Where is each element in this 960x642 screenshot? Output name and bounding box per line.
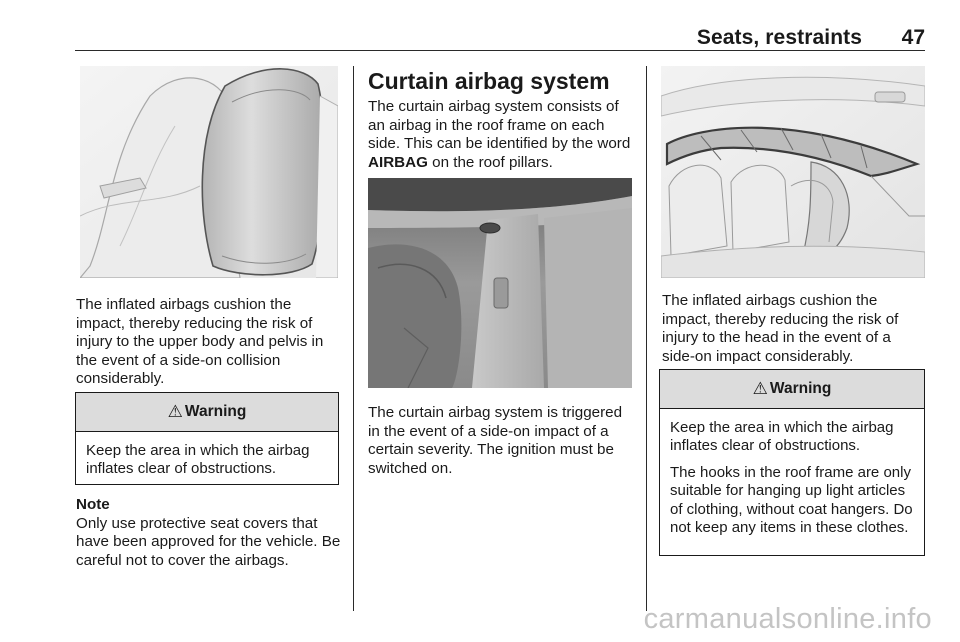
watermark: carmanualsonline.info bbox=[643, 603, 932, 635]
right-warning-title: Warning bbox=[769, 380, 832, 397]
column-divider-right bbox=[646, 66, 647, 611]
left-warning-box bbox=[75, 392, 339, 485]
note-text: Only use protective seat covers that have been approved for the vehicle. Be careful not to cover the airbags. bbox=[76, 514, 341, 569]
curtain-intro-paragraph bbox=[368, 98, 636, 172]
left-paragraph: The inflated airbags cushion the impact, thereby reducing the risk of injury to the upper body and pelvis in the event of a side-on collision considerably. bbox=[76, 296, 324, 388]
page-number: 47 bbox=[901, 26, 925, 49]
section-heading: Curtain airbag system bbox=[368, 68, 610, 94]
column-divider-left bbox=[353, 66, 354, 611]
left-warning-title: Warning bbox=[184, 403, 247, 420]
section-title: Seats, restraints bbox=[696, 26, 862, 49]
right-warning-text-1: Keep the area in which the airbag inflates clear of obstructions. bbox=[670, 419, 894, 455]
left-warning-header bbox=[76, 393, 338, 432]
airbag-word: AIRBAG bbox=[368, 153, 428, 171]
curtain-airbag-illustration bbox=[661, 66, 925, 278]
roof-pillar-photo bbox=[368, 178, 632, 388]
note-label: Note bbox=[76, 496, 110, 513]
right-warning-header bbox=[660, 370, 924, 409]
warning-triangle-icon: ⚠ bbox=[752, 379, 768, 398]
left-warning-text: Keep the area in which the airbag inflates clear of obstructions. bbox=[86, 442, 310, 478]
note-block bbox=[76, 496, 344, 570]
right-warning-text-2: The hooks in the roof frame are only suitable for hanging up light articles of clothing, without coat hangers. Do not keep any items in these clothes. bbox=[670, 463, 913, 537]
side-airbag-illustration bbox=[80, 66, 338, 278]
right-warning-box bbox=[659, 369, 925, 556]
curtain-trigger-paragraph: The curtain airbag system is triggered in the event of a side-on impact of a certain severity. The ignition must be switched on. bbox=[368, 404, 623, 477]
warning-triangle-icon: ⚠ bbox=[167, 402, 183, 421]
right-paragraph: The inflated airbags cushion the impact, thereby reducing the risk of injury to the head in the event of a side-on impact considerably. bbox=[662, 292, 899, 365]
curtain-intro-end: on the roof pillars. bbox=[427, 153, 553, 171]
curtain-intro-text: The curtain airbag system consists of an airbag in the roof frame on each side. This can be identified by the word bbox=[368, 98, 631, 153]
header-divider bbox=[75, 50, 925, 51]
